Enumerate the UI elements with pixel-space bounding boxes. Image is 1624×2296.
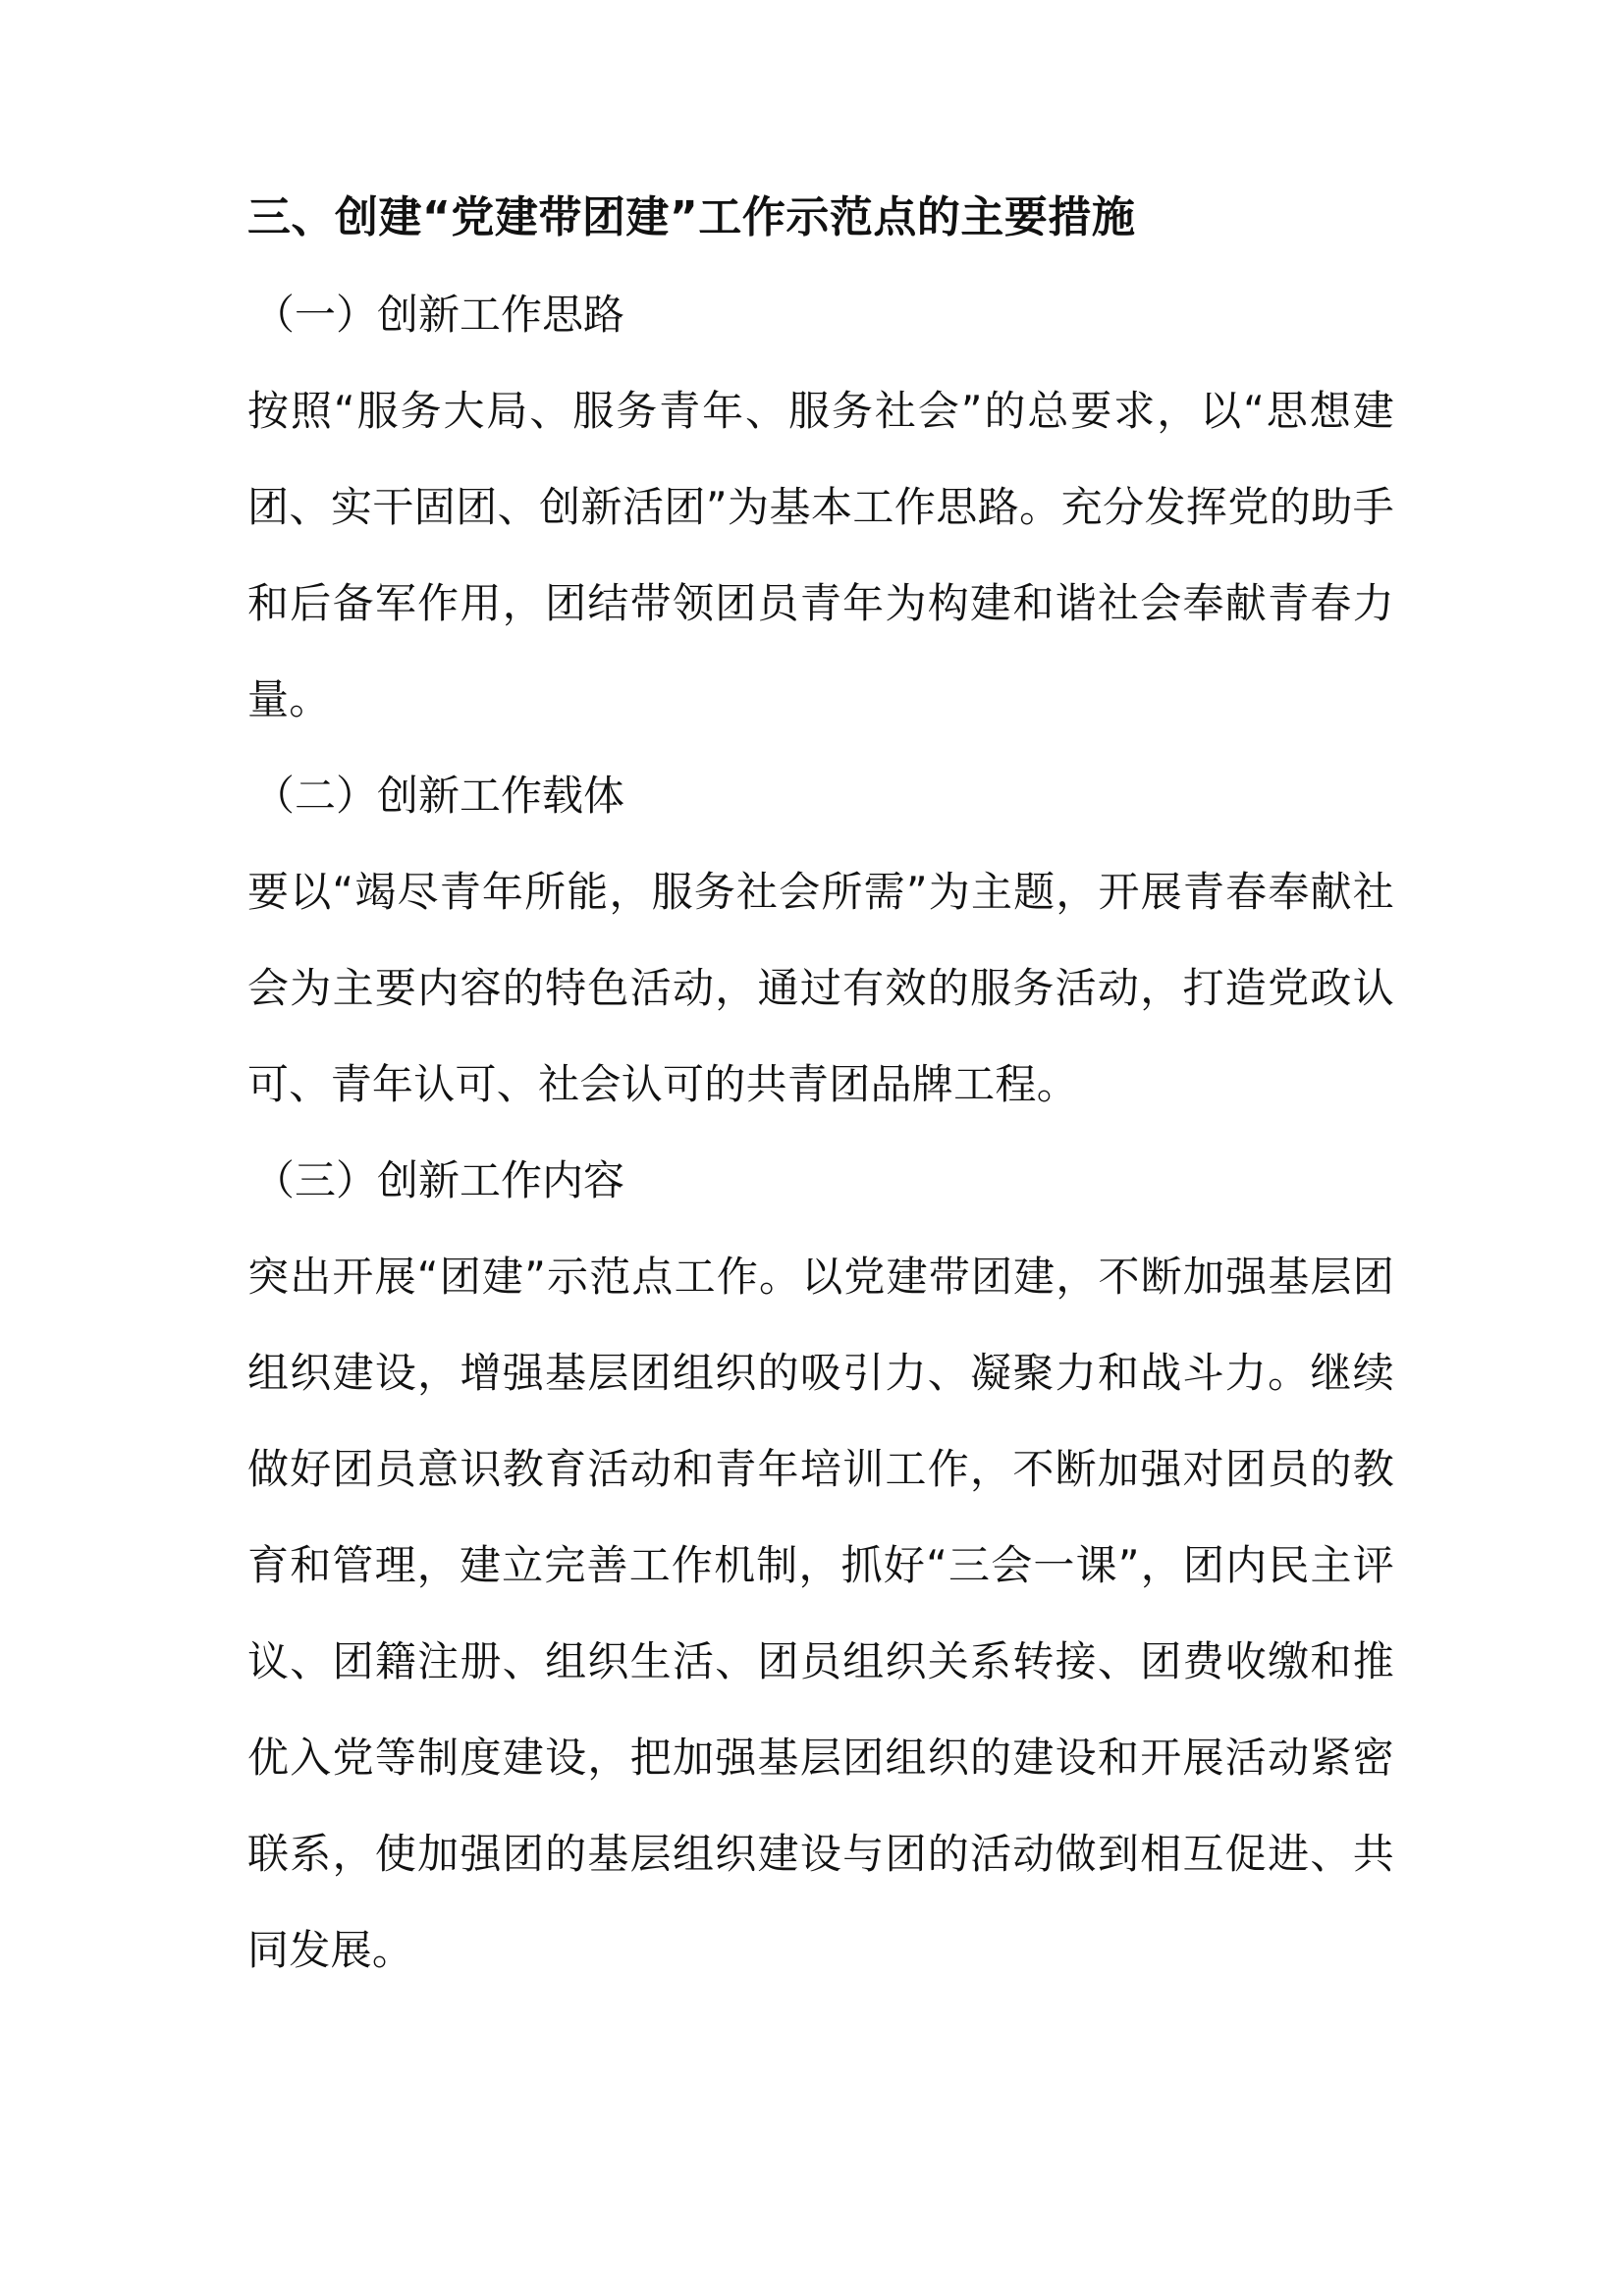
subsection-title-3: （三）创新工作内容	[253, 1156, 625, 1204]
subsection-body-2: 要以“竭尽青年所能，服务社会所需”为主题，开展青春奉献社会为主要内容的特色活动，通过有效的服务活动，打造党政认可、青年认可、社会认可的共青团品牌工程。	[247, 868, 1394, 1108]
subsection-title-1: （一）创新工作思路	[253, 291, 625, 339]
section-heading: 三、创建“党建带团建”工作示范点的主要措施	[247, 192, 1136, 242]
subsection-body-3: 突出开展“团建”示范点工作。以党建带团建，不断加强基层团组织建设，增强基层团组织的吸引力、凝聚力和战斗力。继续做好团员意识教育活动和青年培训工作，不断加强对团员的教育和管理，建立完善工作机制，抓好“三会一课”，团内民主评议、团籍注册、组织生活、团员组织关系转接、团费收缴和推优入党等制度建设，把加强基层团组织的建设和开展活动紧密联系，使加强团的基层组织建设与团的活动做到相互促进、共同发展。	[247, 1253, 1394, 1974]
document-body	[247, 187, 1394, 1999]
subsection-title-2: （二）创新工作载体	[253, 772, 625, 820]
subsection-body-1: 按照“服务大局、服务青年、服务社会”的总要求，以“思想建团、实干固团、创新活团”为基本工作思路。充分发挥党的助手和后备军作用，团结带领团员青年为构建和谐社会奉献青春力量。	[247, 387, 1394, 723]
